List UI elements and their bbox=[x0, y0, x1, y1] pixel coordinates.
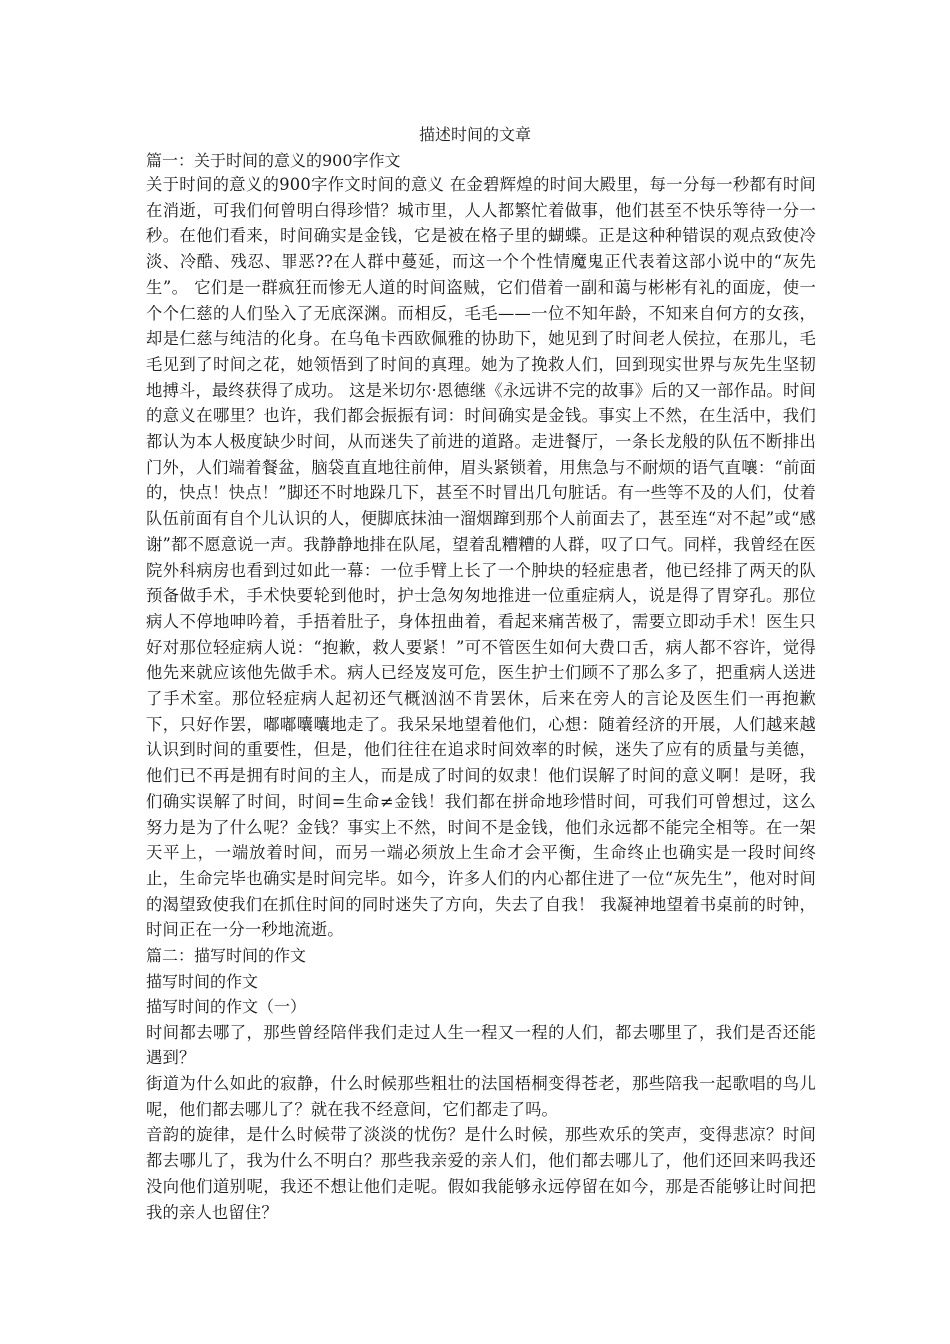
section-2-paragraph: 时间都去哪了，那些曾经陪伴我们走过人生一程又一程的人们，都去哪里了，我们是否还能遇到？ bbox=[146, 1022, 816, 1068]
section-1-heading: 篇一：关于时间的意义的900字作文 bbox=[146, 151, 401, 170]
section-2-heading: 篇二：描写时间的作文 bbox=[146, 946, 307, 966]
document-title: 描述时间的文章 bbox=[418, 125, 531, 144]
section-2-paragraph: 音韵的旋律，是什么时候带了淡淡的忧伤？是什么时候，那些欢乐的笑声，变得悲凉？时间都去哪儿了，我为什么不明白？那些我亲爱的亲人们，他们都去哪儿了，他们还回来吗我还没向他们道别呢，我还不想让他们走呢。假如我能够永远停留在如今，那是否能够让时间把我的亲人也留住？ bbox=[146, 1125, 816, 1222]
section-1-body: 关于时间的意义的900字作文时间的意义 在金碧辉煌的时间大殿里，每一分每一秒都有时间在消逝，可我们何曾明白得珍惜？城市里，人人都繁忙着做事，他们甚至不快乐等待一分一秒。在他们看来，时间确实是金钱，它是被在格子里的蝴蝶。正是这种种错误的观点致使冷淡、冷酷、残忍、罪恶??在人群中蔓延，而这一个个性情魔鬼正代表着这部小说中的“灰先生”。 它们是一群疯狂而惨无人道的时间盗贼，它们借着一副和蔼与彬彬有礼的面庞，使一个个仁慈的人们坠入了无底深渊。而相反，毛毛——一位不知年龄，不知来自何方的女孩，却是仁慈与纯洁的化身。在乌龟卡西欧佩雅的协助下，她见到了时间老人侯拉，在那儿，毛毛见到了时间之花，她领悟到了时间的真理。她为了挽救人们，回到现实世界与灰先生坚韧地搏斗，最终获得了成功。 这是米切尔·恩德继《永远讲不完的故事》后的又一部作品。时间的意义在哪里？也许，我们都会振振有词：时间确实是金钱。事实上不然，在生活中，我们都认为本人极度缺少时间，从而迷失了前进的道路。走进餐厅，一条长龙般的队伍不断排出门外，人们端着餐盆，脑袋直直地往前伸，眉头紧锁着，用焦急与不耐烦的语气直嚷：“前面的，快点！快点！”脚还不时地跺几下，甚至不时冒出几句脏话。有一些等不及的人们，仗着队伍前面有自个儿认识的人，便脚底抹油一溜烟蹿到那个人前面去了，甚至连“对不起”或“感谢”都不愿意说一声。我静静地排在队尾，望着乱糟糟的人群，叹了口气。同样，我曾经在医院外科病房也看到过如此一幕：一位手臂上长了一个肿块的轻症患者，他已经排了两天的队预备做手术，手术快要轮到他时，护士急匆匆地推进一位重症病人，说是得了胃穿孔。那位病人不停地呻吟着，手捂着肚子，身体扭曲着，看起来痛苦极了，需要立即动手术！医生只好对那位轻症病人说：“抱歉，救人要紧！”可不管医生如何大费口舌，病人都不容许，觉得他先来就应该他先做手术。病人已经岌岌可危，医生护士们顾不了那么多了，把重病人送进了手术室。那位轻症病人起初还气概汹汹不肯罢休，后来在旁人的言论及医生们一再抱歉下，只好作罢，嘟嘟囔囔地走了。我呆呆地望着他们，心想：随着经济的开展，人们越来越认识到时间的重要性，但是，他们往往在追求时间效率的时候，迷失了应有的质量与美德，他们已不再是拥有时间的主人，而是成了时间的奴隶！他们误解了时间的意义啊！是呀，我们确实误解了时间，时间=生命≠金钱！我们都在拼命地珍惜时间，可我们可曾想过，这么努力是为了什么呢？金钱？事实上不然，时间不是金钱，他们永远都不能完全相等。在一架天平上，一端放着时间，而另一端必须放上生命才会平衡，生命终止也确实是一段时间终止，生命完毕也确实是时间完毕。如今，许多人们的内心都住进了一位“灰先生”，他对时间的渴望致使我们在抓住时间的同时迷失了方向，失去了自我！ 我凝神地望着书桌前的时钟，时间正在一分一秒地流逝。 bbox=[146, 175, 817, 940]
document-body bbox=[146, 150, 816, 1225]
section-2-subsubtitle: 描写时间的作文（一） bbox=[146, 997, 307, 1017]
section-2-subtitle: 描写时间的作文 bbox=[146, 971, 259, 991]
section-2-paragraph: 街道为什么如此的寂静，什么时候那些粗壮的法国梧桐变得苍老，那些陪我一起歌唱的鸟儿呢，他们都去哪儿了？就在我不经意间，它们都走了吗。 bbox=[146, 1074, 816, 1119]
